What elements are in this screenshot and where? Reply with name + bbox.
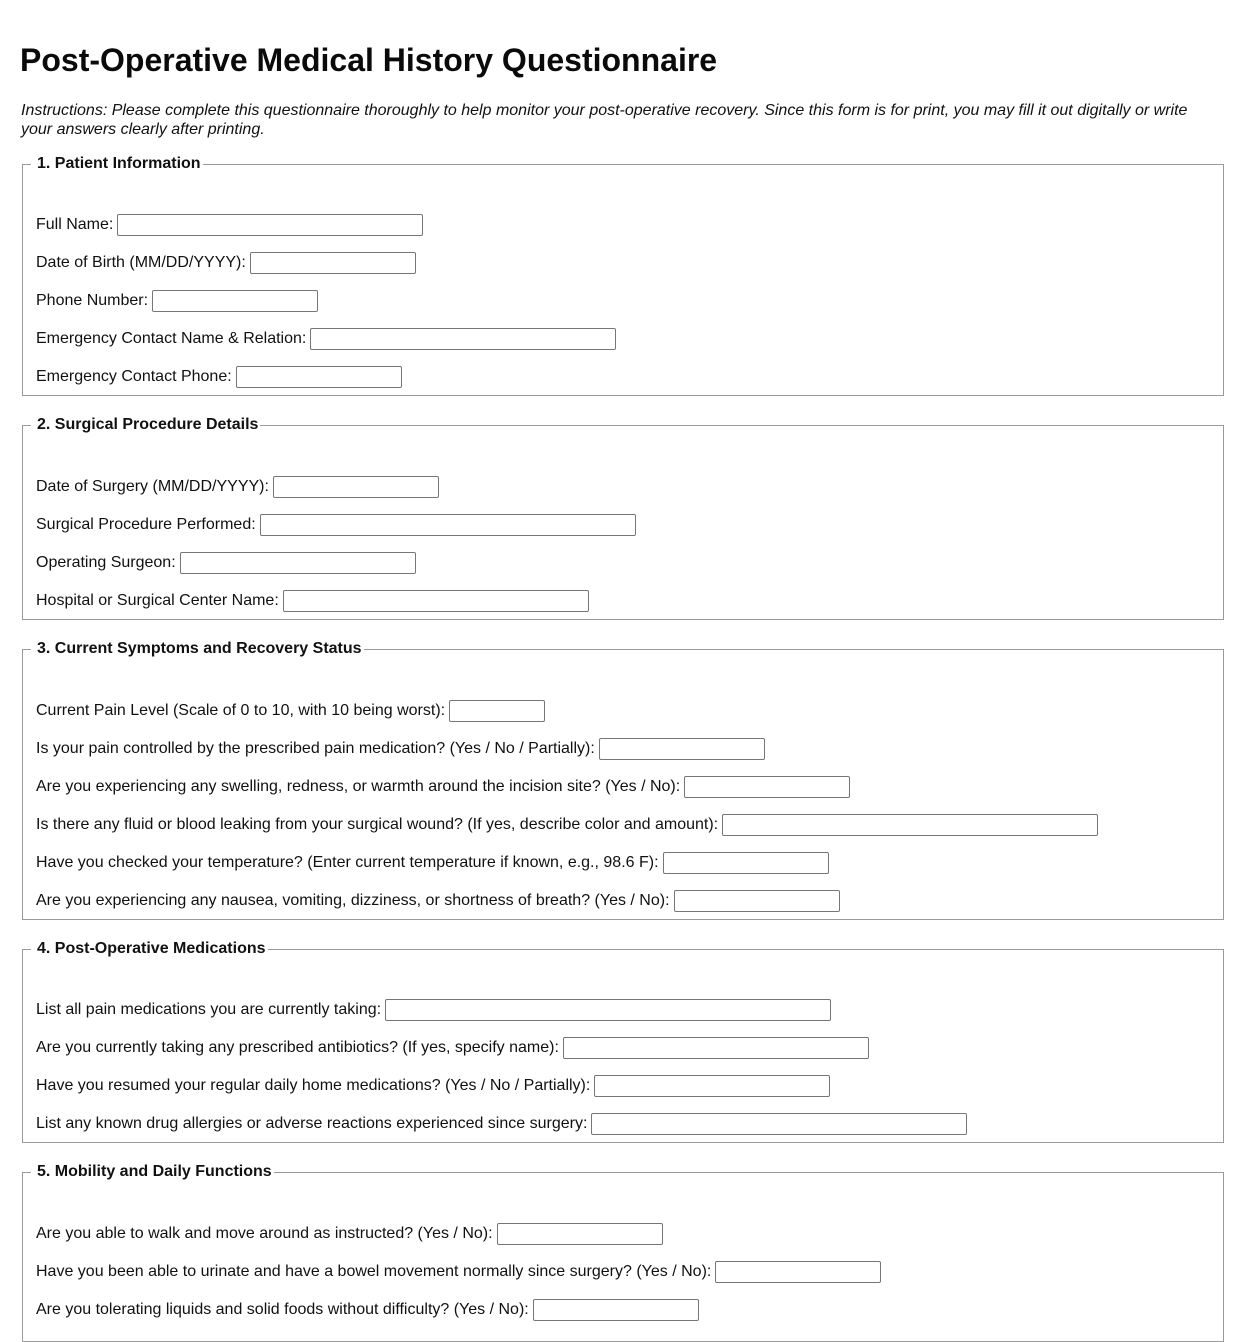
field-swelling — [36, 776, 850, 798]
section-patient-information — [22, 154, 1224, 396]
temperature-input[interactable] — [663, 852, 829, 874]
nausea-input[interactable] — [674, 890, 840, 912]
section-legend: 3. Current Symptoms and Recovery Status — [37, 640, 362, 657]
pain-level-input[interactable] — [449, 700, 545, 722]
field-label: Is your pain controlled by the prescribed pain medication? (Yes / No / Partially): — [36, 740, 595, 757]
date-of-birth-input[interactable] — [250, 252, 416, 274]
field-label: Phone Number: — [36, 292, 149, 309]
field-full-name — [36, 214, 423, 236]
field-label: Emergency Contact Name & Relation: — [36, 330, 307, 347]
emergency-contact-phone-input[interactable] — [236, 366, 402, 388]
field-home-medications — [36, 1075, 830, 1097]
field-emergency-contact-phone — [36, 366, 402, 388]
field-label: Emergency Contact Phone: — [36, 368, 232, 385]
field-wound-fluid — [36, 814, 1098, 836]
field-label: Full Name: — [36, 216, 114, 233]
field-label: Have you resumed your regular daily home medications? (Yes / No / Partially): — [36, 1077, 591, 1094]
field-antibiotics — [36, 1037, 869, 1059]
page-title: Post-Operative Medical History Questionnaire — [20, 42, 718, 78]
full-name-input[interactable] — [117, 214, 423, 236]
section-current-symptoms — [22, 639, 1224, 920]
field-label: Is there any fluid or blood leaking from your surgical wound? (If yes, describe color and amount): — [36, 816, 719, 833]
field-label: Are you tolerating liquids and solid foods without difficulty? (Yes / No): — [36, 1301, 529, 1318]
section-post-operative-medications — [22, 939, 1224, 1143]
date-of-surgery-input[interactable] — [273, 476, 439, 498]
antibiotics-input[interactable] — [563, 1037, 869, 1059]
field-label: Hospital or Surgical Center Name: — [36, 592, 279, 609]
drug-allergies-input[interactable] — [591, 1113, 967, 1135]
field-label: List any known drug allergies or adverse reactions experienced since surgery: — [36, 1115, 588, 1132]
section-legend: 1. Patient Information — [37, 155, 201, 172]
section-surgical-procedure — [22, 415, 1224, 620]
field-label: Operating Surgeon: — [36, 554, 176, 571]
field-label: Have you checked your temperature? (Enter current temperature if known, e.g., 98.6 F): — [36, 854, 659, 871]
swelling-input[interactable] — [684, 776, 850, 798]
field-label: Date of Surgery (MM/DD/YYYY): — [36, 478, 269, 495]
section-legend: 2. Surgical Procedure Details — [37, 416, 259, 433]
operating-surgeon-input[interactable] — [180, 552, 416, 574]
surgical-procedure-input[interactable] — [260, 514, 636, 536]
walking-input[interactable] — [497, 1223, 663, 1245]
field-label: List all pain medications you are currently taking: — [36, 1001, 382, 1018]
field-drug-allergies — [36, 1113, 967, 1135]
field-emergency-contact-name — [36, 328, 616, 350]
field-label: Current Pain Level (Scale of 0 to 10, with 10 being worst): — [36, 702, 446, 719]
pain-medications-input[interactable] — [385, 999, 831, 1021]
field-label: Are you able to walk and move around as instructed? (Yes / No): — [36, 1225, 493, 1242]
field-label: Are you experiencing any nausea, vomiting, dizziness, or shortness of breath? (Yes / No): — [36, 892, 670, 909]
field-label: Are you currently taking any prescribed antibiotics? (If yes, specify name): — [36, 1039, 559, 1056]
field-date-of-birth — [36, 252, 416, 274]
field-temperature — [36, 852, 829, 874]
field-walking — [36, 1223, 663, 1245]
field-label: Date of Birth (MM/DD/YYYY): — [36, 254, 246, 271]
field-hospital-name — [36, 590, 589, 612]
field-pain-level — [36, 700, 545, 722]
field-label: Surgical Procedure Performed: — [36, 516, 256, 533]
phone-number-input[interactable] — [152, 290, 318, 312]
field-nausea — [36, 890, 840, 912]
home-medications-input[interactable] — [594, 1075, 830, 1097]
instructions-text: Instructions: Please complete this questionnaire thoroughly to help monitor your post-operative recovery. Since this form is for print, you may fill it out digitally or write your answers clearly after printing. — [21, 102, 1188, 138]
field-label: Are you experiencing any swelling, redness, or warmth around the incision site? (Yes / No): — [36, 778, 681, 795]
wound-fluid-input[interactable] — [722, 814, 1098, 836]
field-urinate-bowel — [36, 1261, 881, 1283]
field-label: Have you been able to urinate and have a bowel movement normally since surgery? (Yes / No): — [36, 1263, 712, 1280]
field-pain-medications — [36, 999, 831, 1021]
emergency-contact-name-input[interactable] — [310, 328, 616, 350]
field-pain-controlled — [36, 738, 765, 760]
section-legend: 5. Mobility and Daily Functions — [37, 1163, 272, 1180]
urinate-bowel-input[interactable] — [715, 1261, 881, 1283]
hospital-name-input[interactable] — [283, 590, 589, 612]
field-tolerating-foods — [36, 1299, 699, 1321]
pain-controlled-input[interactable] — [599, 738, 765, 760]
field-date-of-surgery — [36, 476, 439, 498]
field-operating-surgeon — [36, 552, 416, 574]
field-surgical-procedure — [36, 514, 636, 536]
field-phone-number — [36, 290, 318, 312]
tolerating-foods-input[interactable] — [533, 1299, 699, 1321]
section-legend: 4. Post-Operative Medications — [37, 940, 266, 957]
section-mobility-daily-functions — [22, 1162, 1224, 1342]
